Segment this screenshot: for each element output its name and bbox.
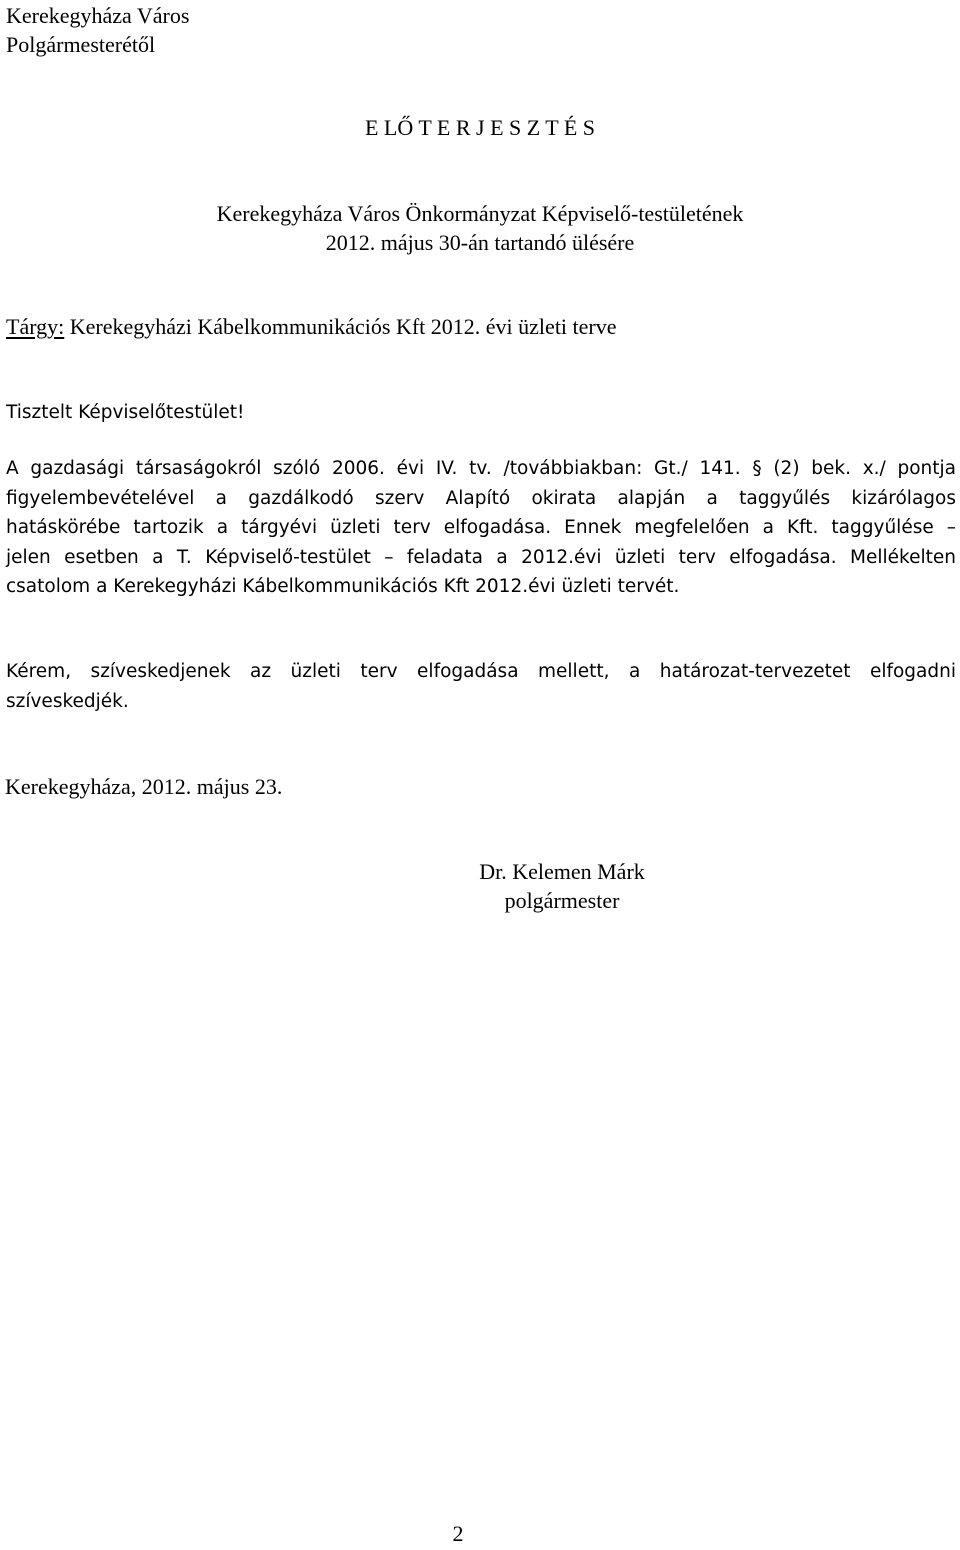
signature-name: Dr. Kelemen Márk bbox=[479, 859, 645, 884]
recipient-block bbox=[0, 200, 960, 258]
body-line-5: csatolom a Kerekegyházi Kábelkommunikációs Kft 2012.évi üzleti tervét. bbox=[6, 576, 680, 597]
recipient-line-1: Kerekegyháza Város Önkormányzat Képviselő-testületének bbox=[216, 201, 744, 226]
place-date: Kerekegyháza, 2012. május 23. bbox=[5, 774, 283, 799]
issuer-line-1: Kerekegyháza Város bbox=[6, 3, 190, 28]
body-paragraph bbox=[6, 454, 956, 602]
request-line-2: szíveskedjék. bbox=[6, 691, 129, 712]
body-line-3: hatáskörébe tartozik a tárgyévi üzleti terv elfogadása. Ennek megfelelően a Kft. taggyűlése – bbox=[6, 517, 956, 538]
document-title: E LŐ T E R J E S Z T É S bbox=[364, 115, 595, 140]
subject-text: Kerekegyházi Kábelkommunikációs Kft 2012. évi üzleti terve bbox=[64, 314, 617, 339]
recipient-line-2: 2012. május 30-án tartandó ülésére bbox=[325, 230, 635, 255]
subject-line bbox=[6, 313, 617, 341]
salutation: Tisztelt Képviselőtestület! bbox=[6, 402, 245, 423]
request-paragraph bbox=[6, 657, 956, 717]
page-number: 2 bbox=[452, 1521, 464, 1546]
issuer-block bbox=[6, 2, 189, 60]
subject-label: Tárgy: bbox=[6, 314, 65, 339]
body-line-2: figyelembevételével a gazdálkodó szerv Alapító okirata alapján a taggyűlés kizárólagos bbox=[6, 487, 956, 509]
body-line-1: A gazdasági társaságokról szóló 2006. évi IV. tv. /továbbiakban: Gt./ 141. § (2) bek. x./ pontja bbox=[6, 458, 956, 479]
body-line-4: jelen esetben a T. Képviselő-testület – feladata a 2012.évi üzleti terv elfogadása. Mellékelten bbox=[6, 546, 956, 568]
signature-role: polgármester bbox=[504, 888, 620, 913]
signature-block bbox=[382, 858, 742, 916]
request-line-1: Kérem, szíveskedjenek az üzleti terv elfogadása mellett, a határozat-tervezetet elfogadni bbox=[6, 661, 956, 682]
issuer-line-2: Polgármesterétől bbox=[6, 32, 156, 57]
